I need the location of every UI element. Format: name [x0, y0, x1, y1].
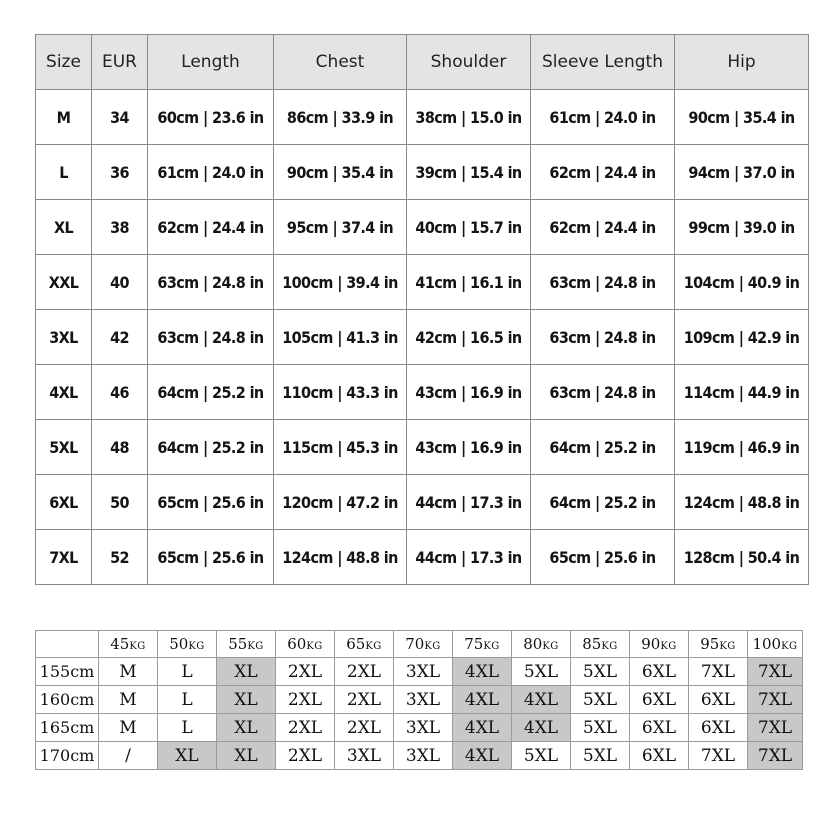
cell-eur: 48 [92, 420, 148, 475]
height-row [36, 686, 803, 714]
cell-chest: 124cm | 48.8 in [274, 530, 407, 585]
recommended-size-cell: 2XL [276, 658, 335, 686]
height-row [36, 742, 803, 770]
cell-length: 65cm | 25.6 in [148, 530, 274, 585]
cell-length: 61cm | 24.0 in [148, 145, 274, 200]
cell-shoulder: 43cm | 16.9 in [407, 420, 531, 475]
weight-unit: KG [483, 641, 500, 652]
recommended-size-cell: L [158, 714, 217, 742]
weight-header [335, 631, 394, 658]
recommended-size-cell: 4XL [453, 742, 512, 770]
weight-height-table [35, 630, 803, 770]
cell-shoulder: 39cm | 15.4 in [407, 145, 531, 200]
weight-unit: KG [542, 641, 559, 652]
cell-size: L [36, 145, 92, 200]
cell-sleeve-length: 64cm | 25.2 in [531, 475, 675, 530]
recommended-size-cell: XL [217, 714, 276, 742]
weight-unit: KG [719, 641, 736, 652]
recommended-size-cell: M [99, 714, 158, 742]
weight-value: 80 [523, 635, 543, 653]
recommended-size-cell: 3XL [394, 742, 453, 770]
cell-sleeve-length: 63cm | 24.8 in [531, 365, 675, 420]
weight-header [394, 631, 453, 658]
size-chart-header-row [36, 35, 809, 90]
recommended-size-cell: 3XL [335, 742, 394, 770]
cell-chest: 86cm | 33.9 in [274, 90, 407, 145]
height-label: 155cm [36, 658, 99, 686]
size-row [36, 145, 809, 200]
cell-size: 4XL [36, 365, 92, 420]
cell-length: 63cm | 24.8 in [148, 310, 274, 365]
weight-value: 75 [464, 635, 484, 653]
cell-sleeve-length: 62cm | 24.4 in [531, 145, 675, 200]
recommended-size-cell: 7XL [748, 714, 803, 742]
recommended-size-cell: 4XL [453, 714, 512, 742]
cell-eur: 40 [92, 255, 148, 310]
recommended-size-cell: 3XL [394, 686, 453, 714]
cell-shoulder: 44cm | 17.3 in [407, 530, 531, 585]
header-eur: EUR [92, 35, 148, 90]
cell-size: 7XL [36, 530, 92, 585]
cell-shoulder: 42cm | 16.5 in [407, 310, 531, 365]
recommended-size-cell: XL [217, 686, 276, 714]
recommended-size-cell: 5XL [512, 742, 571, 770]
cell-chest: 120cm | 47.2 in [274, 475, 407, 530]
recommended-size-cell: 2XL [276, 686, 335, 714]
recommended-size-cell: 6XL [689, 686, 748, 714]
cell-sleeve-length: 61cm | 24.0 in [531, 90, 675, 145]
cell-length: 64cm | 25.2 in [148, 365, 274, 420]
size-row [36, 310, 809, 365]
cell-size: 5XL [36, 420, 92, 475]
header-shoulder: Shoulder [407, 35, 531, 90]
recommended-size-cell: 3XL [394, 714, 453, 742]
size-row [36, 475, 809, 530]
header-chest: Chest [274, 35, 407, 90]
cell-chest: 105cm | 41.3 in [274, 310, 407, 365]
recommended-size-cell: 6XL [630, 742, 689, 770]
cell-size: 3XL [36, 310, 92, 365]
size-chart-table [35, 34, 809, 585]
weight-value: 45 [110, 635, 130, 653]
cell-shoulder: 40cm | 15.7 in [407, 200, 531, 255]
weight-value: 55 [228, 635, 248, 653]
weight-unit: KG [424, 641, 441, 652]
corner-cell [36, 631, 99, 658]
weight-unit: KG [129, 641, 146, 652]
recommended-size-cell: XL [217, 742, 276, 770]
cell-sleeve-length: 63cm | 24.8 in [531, 310, 675, 365]
recommended-size-cell: 5XL [571, 658, 630, 686]
cell-chest: 95cm | 37.4 in [274, 200, 407, 255]
weight-unit: KG [188, 641, 205, 652]
recommended-size-cell: 2XL [276, 714, 335, 742]
weight-value: 85 [582, 635, 602, 653]
recommended-size-cell: 5XL [571, 714, 630, 742]
size-row [36, 420, 809, 475]
recommended-size-cell: 6XL [630, 714, 689, 742]
recommended-size-cell: 6XL [689, 714, 748, 742]
weight-header [99, 631, 158, 658]
recommended-size-cell: M [99, 658, 158, 686]
cell-length: 62cm | 24.4 in [148, 200, 274, 255]
recommended-size-cell: 2XL [335, 686, 394, 714]
weight-header [748, 631, 803, 658]
size-row [36, 365, 809, 420]
cell-chest: 115cm | 45.3 in [274, 420, 407, 475]
recommended-size-cell: 2XL [335, 714, 394, 742]
recommended-size-cell: 4XL [512, 686, 571, 714]
header-length: Length [148, 35, 274, 90]
cell-eur: 38 [92, 200, 148, 255]
recommended-size-cell: 2XL [276, 742, 335, 770]
cell-shoulder: 41cm | 16.1 in [407, 255, 531, 310]
cell-eur: 52 [92, 530, 148, 585]
cell-eur: 42 [92, 310, 148, 365]
cell-eur: 46 [92, 365, 148, 420]
weight-header [276, 631, 335, 658]
cell-size: XXL [36, 255, 92, 310]
recommended-size-cell: 6XL [630, 658, 689, 686]
weight-value: 65 [346, 635, 366, 653]
cell-hip: 119cm | 46.9 in [675, 420, 809, 475]
weight-header [217, 631, 276, 658]
size-chart-body [36, 90, 809, 585]
height-label: 160cm [36, 686, 99, 714]
recommended-size-cell: 4XL [512, 714, 571, 742]
cell-length: 65cm | 25.6 in [148, 475, 274, 530]
weight-value: 95 [700, 635, 720, 653]
recommended-size-cell: 5XL [571, 686, 630, 714]
recommended-size-cell: 7XL [748, 658, 803, 686]
weight-unit: KG [365, 641, 382, 652]
recommended-size-cell: 2XL [335, 658, 394, 686]
cell-hip: 99cm | 39.0 in [675, 200, 809, 255]
cell-size: M [36, 90, 92, 145]
cell-chest: 90cm | 35.4 in [274, 145, 407, 200]
recommended-size-cell: 6XL [630, 686, 689, 714]
weight-value: 50 [169, 635, 189, 653]
weight-unit: KG [306, 641, 323, 652]
weight-value: 60 [287, 635, 307, 653]
recommended-size-cell: 5XL [512, 658, 571, 686]
recommended-size-cell: 7XL [689, 658, 748, 686]
weight-header [512, 631, 571, 658]
recommended-size-cell: 5XL [571, 742, 630, 770]
size-row [36, 200, 809, 255]
cell-eur: 36 [92, 145, 148, 200]
cell-chest: 110cm | 43.3 in [274, 365, 407, 420]
cell-eur: 34 [92, 90, 148, 145]
cell-length: 64cm | 25.2 in [148, 420, 274, 475]
weight-header [158, 631, 217, 658]
height-label: 170cm [36, 742, 99, 770]
cell-sleeve-length: 63cm | 24.8 in [531, 255, 675, 310]
weight-header [689, 631, 748, 658]
weight-header [630, 631, 689, 658]
recommended-size-cell: 7XL [748, 742, 803, 770]
weight-unit: KG [247, 641, 264, 652]
weight-height-body [36, 658, 803, 770]
cell-shoulder: 38cm | 15.0 in [407, 90, 531, 145]
cell-hip: 104cm | 40.9 in [675, 255, 809, 310]
height-row [36, 714, 803, 742]
cell-length: 60cm | 23.6 in [148, 90, 274, 145]
size-row [36, 255, 809, 310]
cell-sleeve-length: 64cm | 25.2 in [531, 420, 675, 475]
cell-size: XL [36, 200, 92, 255]
weight-header-row [36, 631, 803, 658]
header-size: Size [36, 35, 92, 90]
recommended-size-cell: / [99, 742, 158, 770]
header-hip: Hip [675, 35, 809, 90]
cell-length: 63cm | 24.8 in [148, 255, 274, 310]
weight-unit: KG [660, 641, 677, 652]
recommended-size-cell: 4XL [453, 686, 512, 714]
height-row [36, 658, 803, 686]
recommended-size-cell: L [158, 658, 217, 686]
recommended-size-cell: L [158, 686, 217, 714]
cell-sleeve-length: 65cm | 25.6 in [531, 530, 675, 585]
recommended-size-cell: 7XL [689, 742, 748, 770]
recommended-size-cell: 4XL [453, 658, 512, 686]
size-row [36, 530, 809, 585]
recommended-size-cell: XL [158, 742, 217, 770]
header-sleeve-length: Sleeve Length [531, 35, 675, 90]
size-row [36, 90, 809, 145]
cell-size: 6XL [36, 475, 92, 530]
recommended-size-cell: M [99, 686, 158, 714]
recommended-size-cell: 7XL [748, 686, 803, 714]
recommended-size-cell: 3XL [394, 658, 453, 686]
weight-unit: KG [781, 641, 798, 652]
cell-hip: 128cm | 50.4 in [675, 530, 809, 585]
weight-header [571, 631, 630, 658]
cell-hip: 109cm | 42.9 in [675, 310, 809, 365]
weight-header [453, 631, 512, 658]
weight-value: 70 [405, 635, 425, 653]
cell-hip: 94cm | 37.0 in [675, 145, 809, 200]
cell-hip: 124cm | 48.8 in [675, 475, 809, 530]
cell-sleeve-length: 62cm | 24.4 in [531, 200, 675, 255]
cell-eur: 50 [92, 475, 148, 530]
recommended-size-cell: XL [217, 658, 276, 686]
height-label: 165cm [36, 714, 99, 742]
weight-value: 90 [641, 635, 661, 653]
weight-unit: KG [601, 641, 618, 652]
cell-shoulder: 44cm | 17.3 in [407, 475, 531, 530]
cell-shoulder: 43cm | 16.9 in [407, 365, 531, 420]
cell-hip: 114cm | 44.9 in [675, 365, 809, 420]
cell-chest: 100cm | 39.4 in [274, 255, 407, 310]
cell-hip: 90cm | 35.4 in [675, 90, 809, 145]
weight-value: 100 [752, 635, 782, 653]
